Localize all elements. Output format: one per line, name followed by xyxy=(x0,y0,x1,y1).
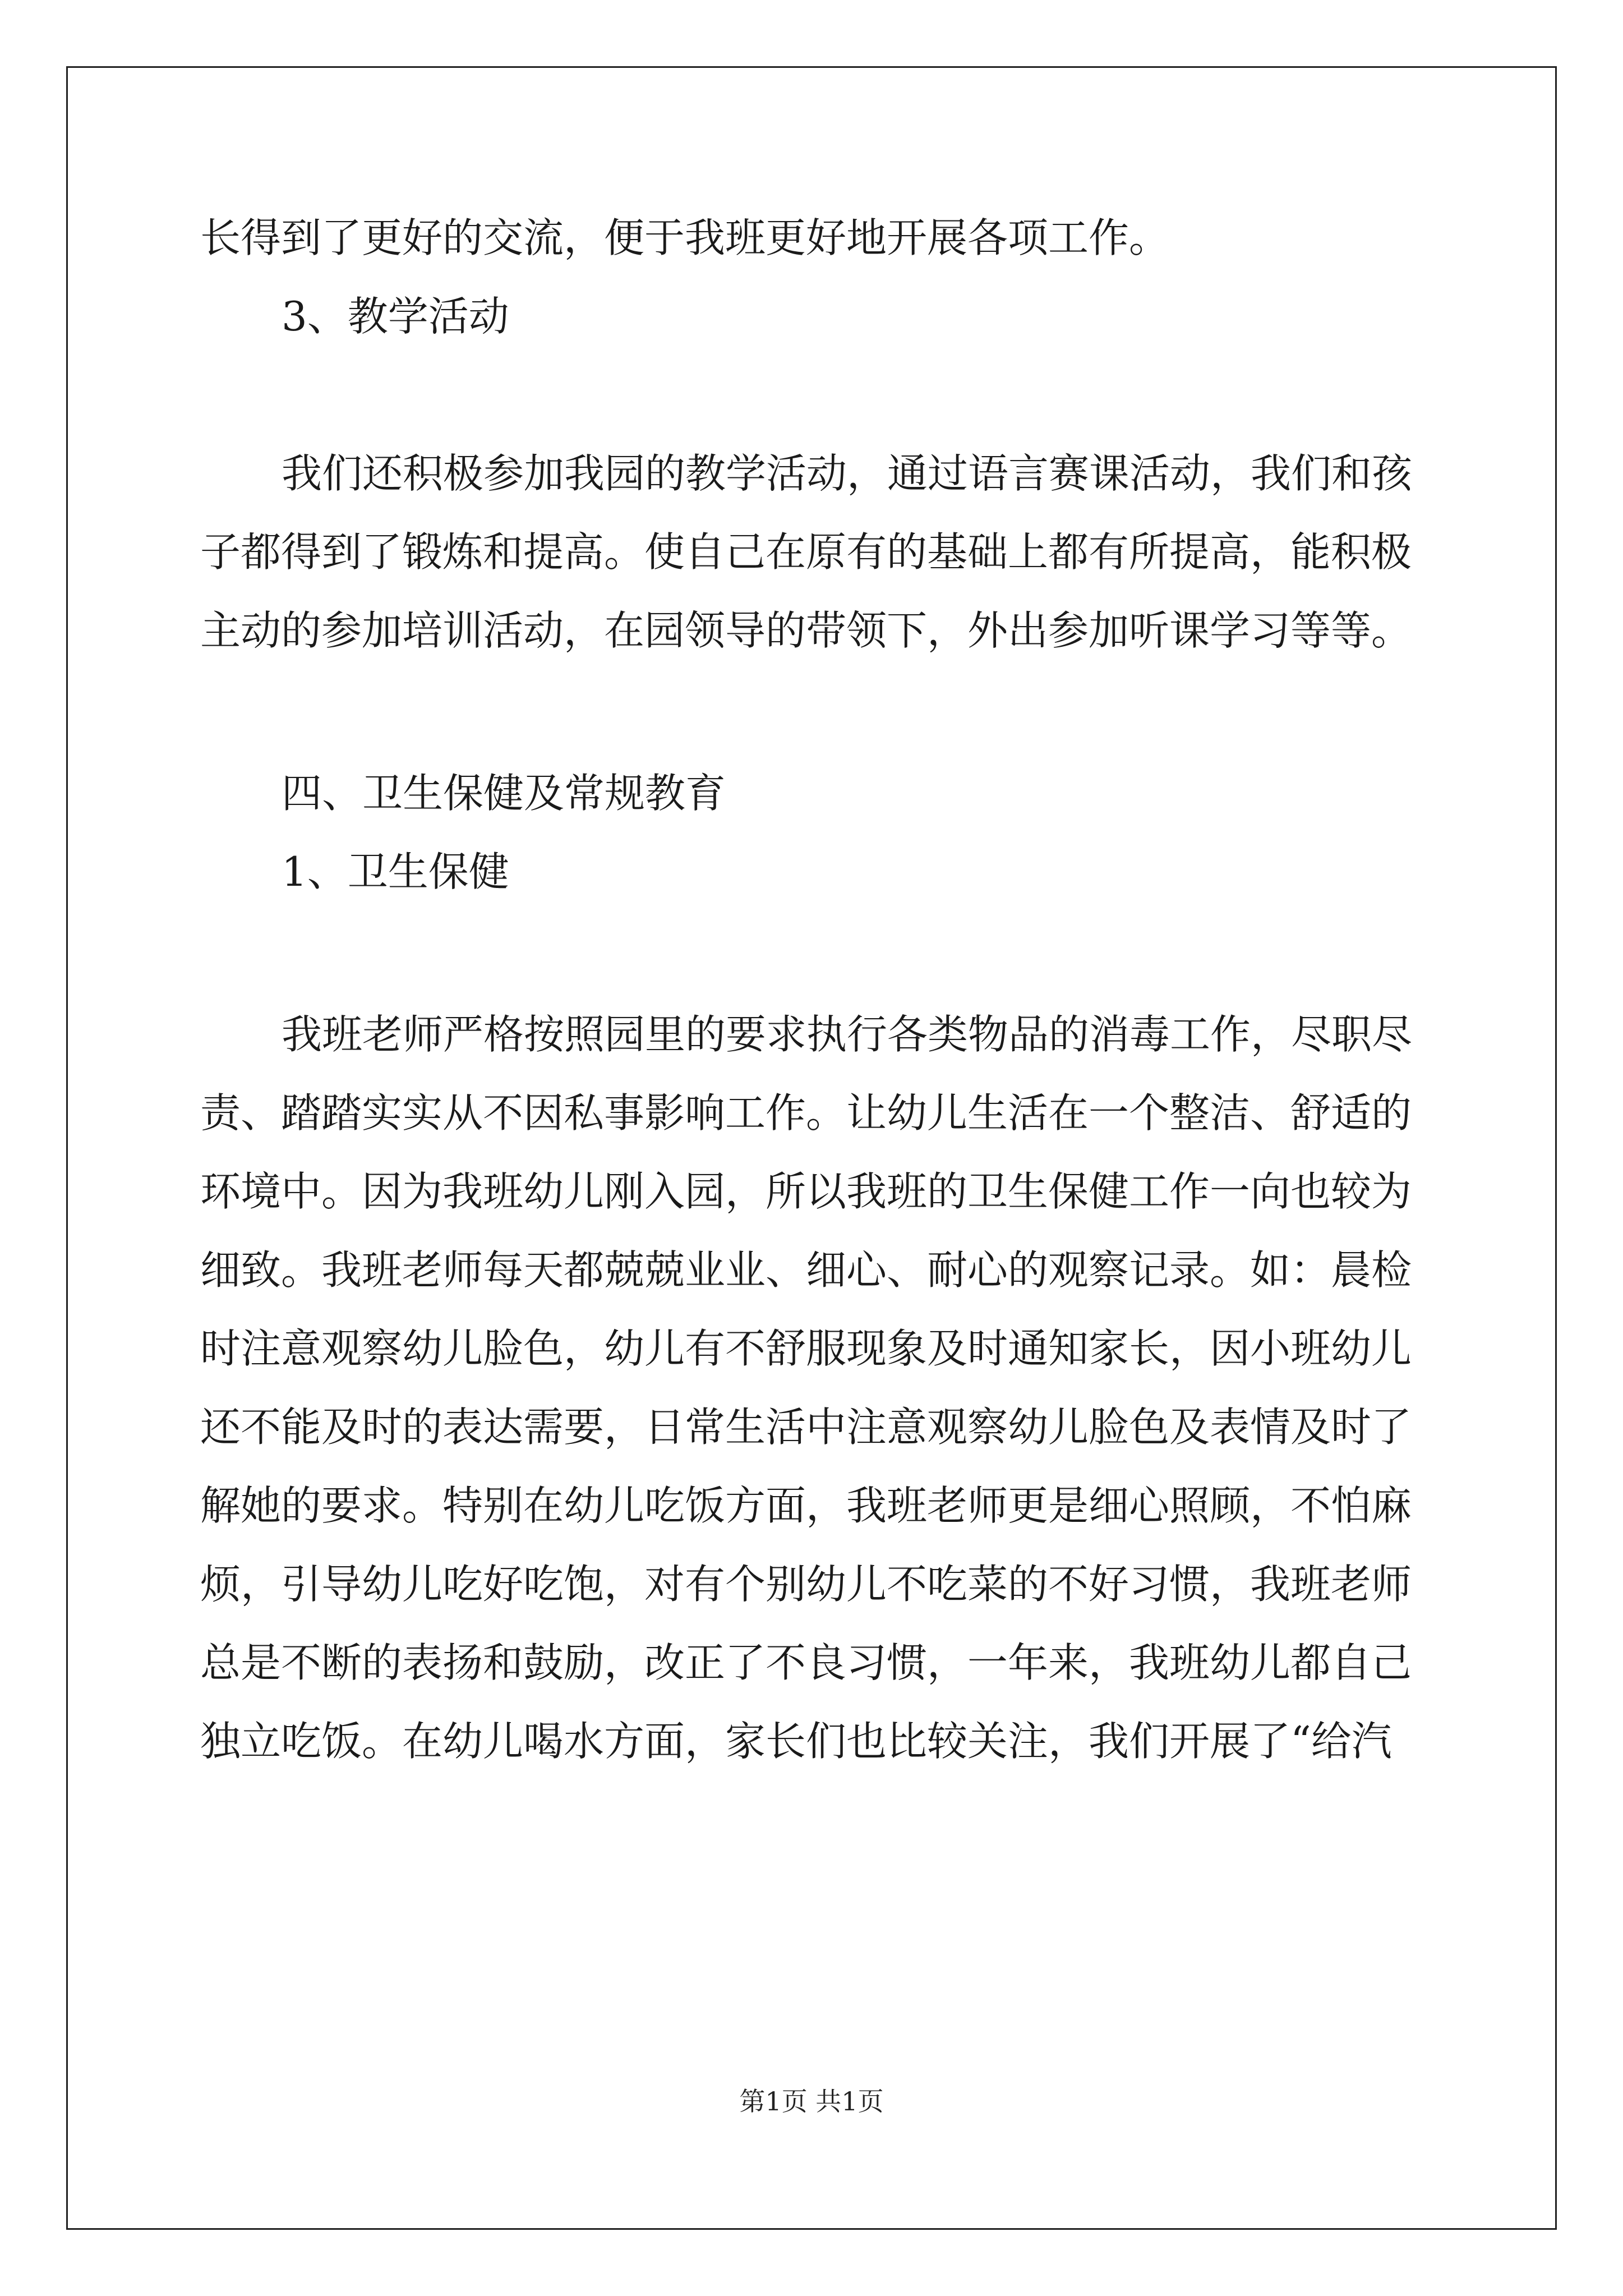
text-line: 细致。我班老师每天都兢兢业业、细心、耐心的观察记录。如：晨检 xyxy=(200,1246,1412,1294)
page-border xyxy=(66,66,1557,2230)
text-line: 主动的参加培训活动，在园领导的带领下，外出参加听课学习等等。 xyxy=(200,607,1412,654)
section-heading: 1、卫生保健 xyxy=(282,848,509,895)
text-line: 时注意观察幼儿脸色，幼儿有不舒服现象及时通知家长，因小班幼儿 xyxy=(200,1325,1412,1372)
section-heading: 四、卫生保健及常规教育 xyxy=(282,770,726,817)
text-line: 子都得到了锻炼和提高。使自己在原有的基础上都有所提高，能积极 xyxy=(200,528,1412,576)
text-line: 烦，引导幼儿吃好吃饱，对有个别幼儿不吃菜的不好习惯，我班老师 xyxy=(200,1561,1412,1608)
text-line: 还不能及时的表达需要，日常生活中注意观察幼儿脸色及表情及时了 xyxy=(200,1404,1412,1451)
text-line: 独立吃饭。在幼儿喝水方面，家长们也比较关注，我们开展了“给汽 xyxy=(200,1718,1392,1765)
text-line: 解她的要求。特别在幼儿吃饭方面，我班老师更是细心照顾，不怕麻 xyxy=(200,1482,1412,1529)
text-line: 长得到了更好的交流，便于我班更好地开展各项工作。 xyxy=(200,214,1170,261)
text-line: 我们还积极参加我园的教学活动，通过语言赛课活动，我们和孩 xyxy=(282,450,1413,497)
text-line: 责、踏踏实实从不因私事影响工作。让幼儿生活在一个整洁、舒适的 xyxy=(200,1089,1412,1137)
text-line: 环境中。因为我班幼儿刚入园，所以我班的卫生保健工作一向也较为 xyxy=(200,1168,1412,1215)
text-line: 我班老师严格按照园里的要求执行各类物品的消毒工作，尽职尽 xyxy=(282,1011,1413,1058)
text-line: 总是不断的表扬和鼓励，改正了不良习惯，一年来，我班幼儿都自己 xyxy=(200,1639,1412,1686)
page-footer: 第1页 共1页 xyxy=(739,2086,884,2116)
section-heading: 3、教学活动 xyxy=(282,293,509,340)
